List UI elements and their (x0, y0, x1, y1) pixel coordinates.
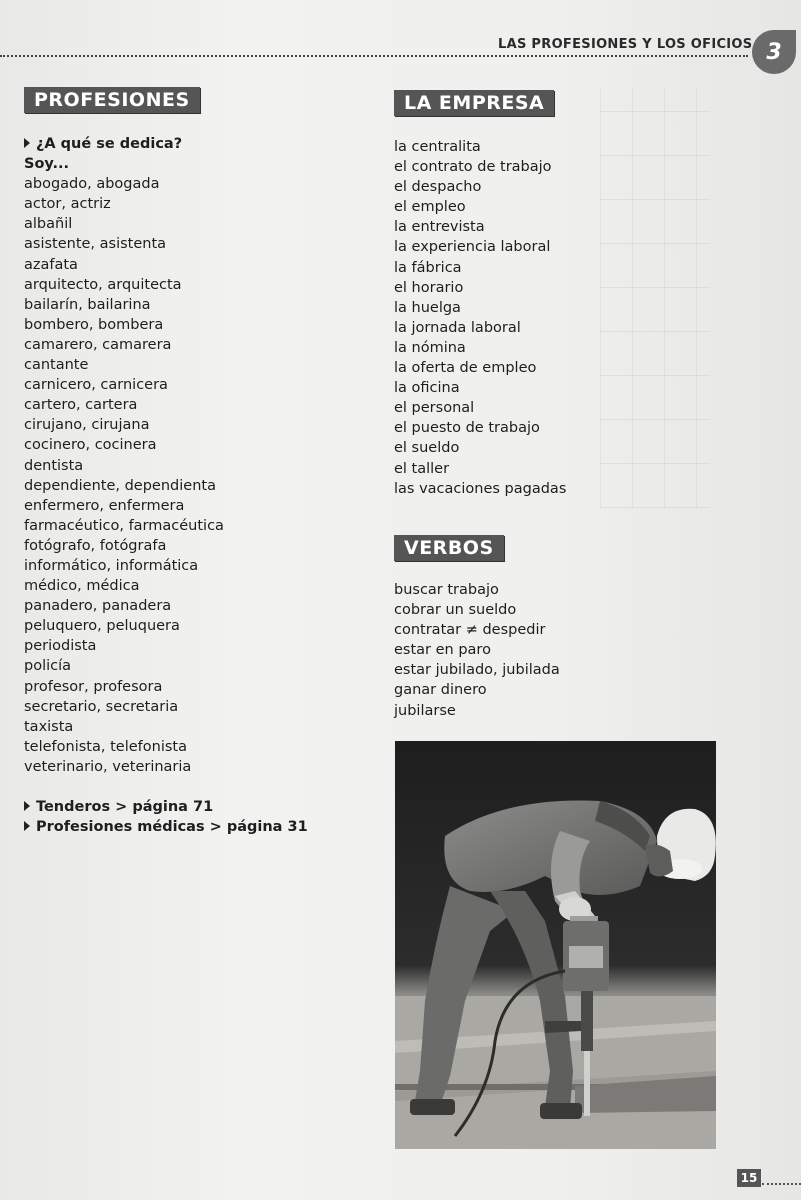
profession-item: panadero, panadera (24, 598, 172, 615)
profession-item: cantante (24, 357, 89, 374)
cross-reference: Tenderos > página 71 (24, 797, 308, 817)
triangle-bullet-icon (24, 821, 30, 831)
empresa-term: la oferta de empleo (394, 360, 537, 377)
verb-item: estar en paro (394, 642, 491, 659)
profession-item: periodista (24, 638, 97, 655)
profession-item: cartero, cartera (24, 397, 138, 414)
profession-item: secretario, secretaria (24, 698, 179, 715)
empresa-term: el personal (394, 400, 475, 417)
empresa-term: el despacho (394, 179, 482, 196)
profesiones-heading: PROFESIONES (24, 87, 200, 113)
profession-item: policía (24, 658, 72, 675)
profession-item: abogado, abogada (24, 176, 160, 193)
empresa-term: las vacaciones pagadas (394, 480, 567, 497)
verbos-list (394, 580, 560, 721)
profesiones-list (24, 174, 308, 777)
header-dotted-rule (0, 55, 748, 57)
verb-item: cobrar un sueldo (394, 602, 517, 619)
empresa-term: la huelga (394, 299, 461, 316)
verb-item: buscar trabajo (394, 582, 499, 598)
profession-item: arquitecto, arquitecta (24, 276, 182, 293)
profession-item: informático, informática (24, 557, 199, 574)
verbos-heading: VERBOS (394, 535, 504, 561)
profession-item: peluquero, peluquera (24, 618, 180, 635)
empresa-term: la jornada laboral (394, 319, 521, 336)
profession-item: azafata (24, 256, 78, 273)
profession-item: enfermero, enfermera (24, 497, 185, 514)
question-line: ¿A qué se dedica? (24, 134, 308, 154)
empresa-term: el horario (394, 279, 464, 296)
profesiones-column (24, 134, 308, 837)
empresa-term: la oficina (394, 380, 460, 397)
empresa-term: la entrevista (394, 219, 485, 236)
profession-item: médico, médica (24, 578, 140, 595)
profession-item: cirujano, cirujana (24, 417, 150, 434)
empresa-term: el puesto de trabajo (394, 420, 540, 437)
spacer (24, 777, 308, 797)
profession-item: farmacéutico, farmacéutica (24, 517, 224, 534)
page-number: 15 (737, 1169, 761, 1187)
empresa-term: la fábrica (394, 259, 462, 276)
profession-item: fotógrafo, fotógrafa (24, 537, 167, 554)
profession-item: cocinero, cocinera (24, 437, 157, 454)
triangle-bullet-icon (24, 138, 30, 148)
construction-worker-jackhammer-photo (395, 741, 716, 1149)
verb-item: contratar ≠ despedir (394, 622, 546, 639)
empresa-term: el sueldo (394, 440, 460, 457)
profession-item: bailarín, bailarina (24, 296, 151, 313)
profession-item: dentista (24, 457, 84, 474)
profession-item: bombero, bombera (24, 316, 164, 333)
verb-item: ganar dinero (394, 682, 487, 699)
verb-item: jubilarse (394, 702, 456, 719)
verb-item: estar jubilado, jubilada (394, 662, 560, 679)
profession-item: taxista (24, 718, 74, 735)
empresa-term: la centralita (394, 139, 481, 155)
profession-item: albañil (24, 216, 73, 233)
profession-item: actor, actriz (24, 196, 111, 213)
profession-item: carnicero, carnicera (24, 377, 168, 394)
profession-item: telefonista, telefonista (24, 738, 187, 755)
footer-dotted-rule (762, 1183, 801, 1185)
empresa-term: el empleo (394, 199, 466, 216)
triangle-bullet-icon (24, 801, 30, 811)
profession-item: veterinario, veterinaria (24, 758, 192, 775)
soy-line: Soy... (24, 156, 70, 173)
profession-item: dependiente, dependienta (24, 477, 216, 494)
print-through-shadow (600, 88, 710, 508)
running-header: LAS PROFESIONES Y LOS OFICIOS (498, 37, 753, 52)
empresa-list (394, 137, 566, 499)
empresa-term: el contrato de trabajo (394, 159, 552, 176)
empresa-term: la nómina (394, 339, 466, 356)
cross-reference: Profesiones médicas > página 31 (24, 817, 308, 837)
profession-item: profesor, profesora (24, 678, 163, 695)
chapter-badge: 3 (752, 30, 796, 74)
empresa-heading: LA EMPRESA (394, 90, 554, 116)
profession-item: asistente, asistenta (24, 236, 167, 253)
profession-item: camarero, camarera (24, 336, 172, 353)
empresa-term: la experiencia laboral (394, 239, 551, 256)
empresa-term: el taller (394, 460, 450, 477)
